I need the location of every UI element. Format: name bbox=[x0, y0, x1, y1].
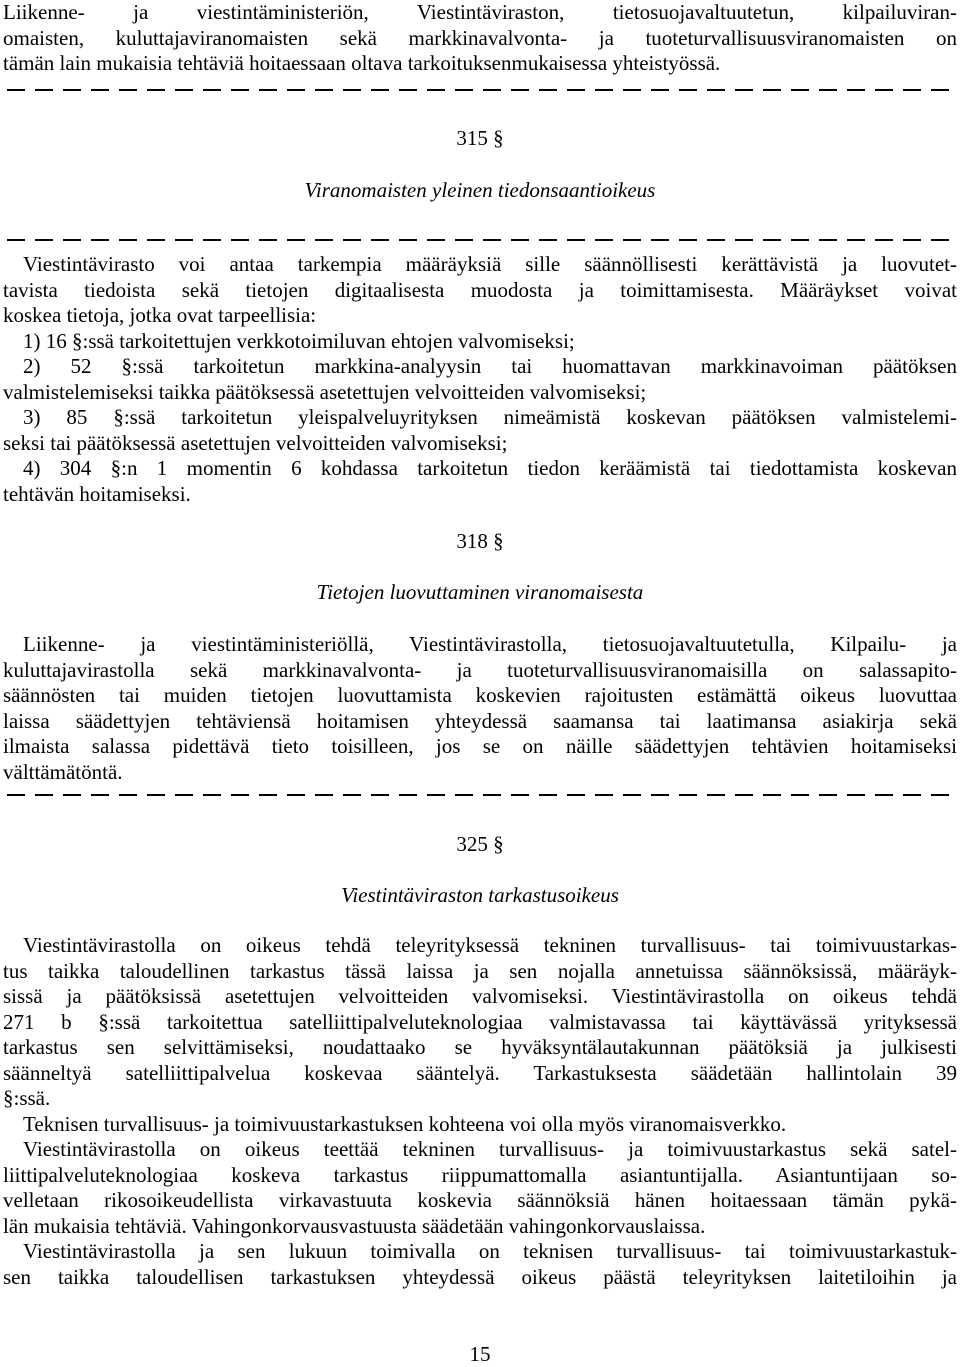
text-line: sissä ja päätöksissä asetettujen velvoitteiden valvomiseksi. Viestintävirastolla on oikeus tehdä bbox=[3, 984, 957, 1008]
text-line: seksi tai päätöksessä asetettujen velvoitteiden valvomiseksi; bbox=[3, 430, 508, 455]
list-item: 4) 304 §:n 1 momentin 6 kohdassa tarkoitetun tiedon keräämistä tai tiedottamista koskevan bbox=[23, 456, 957, 480]
text-line: ilmaista salassa pidettävä tieto toisilleen, jos se on näille säädettyjen tehtävien hoitamiseksi bbox=[3, 734, 957, 758]
text-line: 271 b §:ssä tarkoitettua satelliittipalveluteknologiaa valmistavassa tai käyttävässä yrityksessä bbox=[3, 1009, 957, 1034]
text-line: välttämätöntä. bbox=[3, 759, 123, 784]
text-line: liittipalveluteknologiaa koskeva tarkastus riippumattomalla asiantuntijalla. Asiantuntijaan so- bbox=[3, 1162, 957, 1187]
page-number: 15 bbox=[469, 1342, 491, 1366]
text-line: tarkastus sen selvittämiseksi, noudattaako se hyväksyntälautakunnan päätöksiä ja julkisesti bbox=[3, 1035, 957, 1059]
section-number: 325 § bbox=[456, 832, 504, 856]
section-number: 315 § bbox=[456, 126, 504, 150]
omission-divider bbox=[7, 239, 953, 241]
section-body bbox=[3, 933, 957, 1290]
section-number: 318 § bbox=[456, 529, 504, 553]
omission-divider bbox=[7, 794, 953, 796]
text-line: tus taikka taloudellinen tarkastus tässä laissa ja sen nojalla annetuissa säännöksissä, määräyk- bbox=[3, 958, 957, 983]
text-line: tämän lain mukaisia tehtäviä hoitaessaan oltava tarkoituksenmukaisessa yhteistyössä. bbox=[3, 51, 721, 75]
section-title: Viranomaisten yleinen tiedonsaantioikeus bbox=[304, 178, 656, 202]
section-body bbox=[3, 252, 957, 507]
text-line: valmistelemiseksi taikka päätöksessä asetettujen velvoitteiden valvomiseksi; bbox=[3, 379, 647, 404]
text-line: Viestintävirastolla on oikeus teettää tekninen turvallisuus- ja toimivuustarkastus sekä satel- bbox=[23, 1137, 957, 1161]
text-line: Liikenne- ja viestintäministeriön, Viestintäviraston, tietosuojavaltuutetun, kilpailuviran- bbox=[3, 0, 957, 24]
section-body bbox=[3, 632, 957, 785]
section-title: Tietojen luovuttaminen viranomaisesta bbox=[316, 580, 644, 604]
text-line: koskea tietoja, jotka ovat tarpeellisia: bbox=[3, 303, 317, 327]
text-line: län mukaisia tehtäviä. Vahingonkorvausvastuusta säädetään vahingonkorvauslaissa. bbox=[3, 1213, 706, 1238]
section-title: Viestintäviraston tarkastusoikeus bbox=[341, 883, 619, 907]
text-line: Teknisen turvallisuus- ja toimivuustarkastuksen kohteena voi olla myös viranomaisverkko. bbox=[23, 1111, 787, 1136]
text-line: omaisten, kuluttajaviranomaisten sekä markkinavalvonta- ja tuoteturvallisuusviranomaisten on bbox=[3, 25, 957, 50]
text-line: Liikenne- ja viestintäministeriöllä, Viestintävirastolla, tietosuojavaltuutetulla, Kilpailu- ja bbox=[23, 632, 957, 656]
text-line: Viestintävirastolla on oikeus tehdä teleyrityksessä tekninen turvallisuus- tai toimivuustarkas- bbox=[23, 933, 957, 957]
text-line: tavista tiedoista sekä tietojen digitaalisesta muodosta ja toimittamisesta. Määräykset voivat bbox=[3, 277, 957, 302]
intro-paragraph bbox=[3, 0, 957, 77]
text-line: laissa säädettyjen tehtäviensä hoitamisen yhteydessä saamansa tai laatimansa asiakirja sekä bbox=[3, 708, 957, 733]
text-line: kuluttajavirastolla sekä markkinavalvonta- ja tuoteturvallisuusviranomaisilla on salassapito- bbox=[3, 657, 957, 682]
text-line: Viestintävirasto voi antaa tarkempia määräyksiä sille säännöllisesti kerättävistä ja luovutet- bbox=[23, 252, 957, 276]
list-item: 3) 85 §:ssä tarkoitetun yleispalveluyrityksen nimeämistä koskevan päätöksen valmistelemi- bbox=[23, 405, 957, 429]
text-line: §:ssä. bbox=[3, 1086, 51, 1110]
text-line: Viestintävirastolla ja sen lukuun toimivalla on teknisen turvallisuus- tai toimivuustarkastuk- bbox=[23, 1239, 957, 1263]
text-line: velletaan rikosoikeudellista virkavastuuta koskevia säännöksiä hänen hoitaessaan tämän pykä- bbox=[3, 1188, 957, 1212]
text-line: sen taikka taloudellisen tarkastuksen yhteydessä oikeus päästä teleyrityksen laitetiloihin ja bbox=[3, 1264, 957, 1289]
list-item: 2) 52 §:ssä tarkoitetun markkina-analyysin tai huomattavan markkinavoiman päätöksen bbox=[23, 354, 957, 378]
omission-divider bbox=[7, 89, 953, 91]
list-item: 1) 16 §:ssä tarkoitettujen verkkotoimiluvan ehtojen valvomiseksi; bbox=[23, 328, 575, 353]
text-line: säännösten tai muiden tietojen luovuttamista koskevien rajoitusten estämättä oikeus luovuttaa bbox=[3, 683, 957, 707]
text-line: tehtävän hoitamiseksi. bbox=[3, 481, 191, 506]
text-line: säänneltyä satelliittipalvelua koskevaa sääntelyä. Tarkastuksesta säädetään hallintolain 39 bbox=[3, 1060, 957, 1085]
